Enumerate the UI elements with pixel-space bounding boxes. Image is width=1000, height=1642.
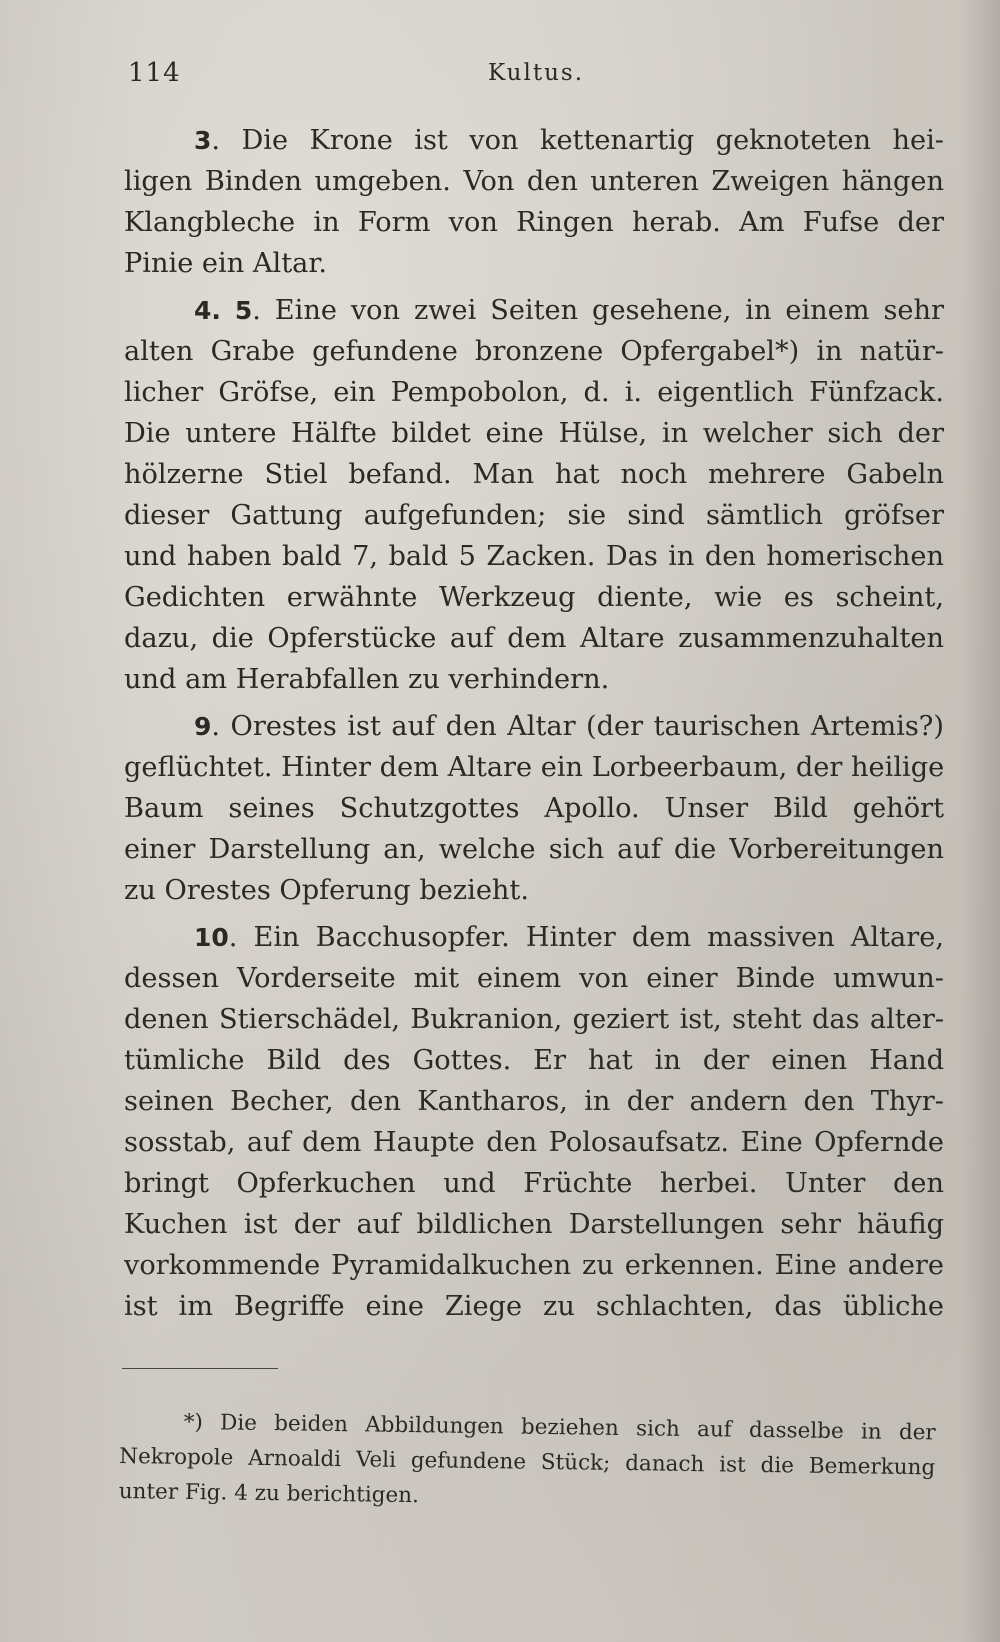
text-line: alten Grabe gefundene bronzene Opfergabel*) in natür- xyxy=(124,336,944,367)
text-line: ist im Begriffe eine Ziege zu schlachten, das übliche xyxy=(124,1291,944,1322)
paragraph-9 xyxy=(124,706,944,911)
text-line: und haben bald 7, bald 5 Zacken. Das in den homerischen xyxy=(124,541,944,572)
text-line: Klangbleche in Form von Ringen herab. Am Fufse der xyxy=(124,207,944,238)
text-line: geflüchtet. Hinter dem Altare ein Lorbeerbaum, der heilige xyxy=(124,752,945,783)
page-header xyxy=(128,58,918,98)
paragraph-3 xyxy=(124,120,944,284)
item-number: 3 xyxy=(194,126,212,155)
text-line: sosstab, auf dem Haupte den Polosaufsatz. Eine Opfernde xyxy=(124,1127,944,1158)
text-line xyxy=(124,290,944,331)
paragraph-10 xyxy=(124,917,944,1327)
text-line: licher Gröfse, ein Pempobolon, d. i. eigentlich Fünfzack. xyxy=(124,377,944,408)
text-line xyxy=(124,917,944,958)
text-line: Die untere Hälfte bildet eine Hülse, in welcher sich der xyxy=(124,418,944,449)
item-number: 4. 5 xyxy=(194,296,253,325)
text-line: hölzerne Stiel befand. Man hat noch mehrere Gabeln xyxy=(124,459,944,490)
line-text: . Eine von zwei Seiten gesehene, in einem sehr xyxy=(252,295,945,326)
text-line: dazu, die Opferstücke auf dem Altare zusammenzuhalten xyxy=(124,623,944,654)
text-line: zu Orestes Opferung bezieht. xyxy=(124,875,529,906)
text-line: dessen Vorderseite mit einem von einer Binde umwun- xyxy=(124,963,944,994)
footnote-line: *) Die beiden Abbildungen beziehen sich auf dasselbe in der xyxy=(183,1409,936,1446)
text-line: tümliche Bild des Gottes. Er hat in der einen Hand xyxy=(124,1045,944,1076)
text-line: vorkommende Pyramidalkuchen zu erkennen. Eine andere xyxy=(124,1250,944,1281)
text-line xyxy=(124,706,944,747)
page-number: 114 xyxy=(128,58,181,88)
text-line xyxy=(124,120,944,161)
line-text: . Orestes ist auf den Altar (der taurischen Artemis?) xyxy=(211,711,944,742)
text-line: bringt Opferkuchen und Früchte herbei. Unter den xyxy=(124,1168,944,1199)
text-line: ligen Binden umgeben. Von den unteren Zweigen hängen xyxy=(124,166,944,197)
text-line: seinen Becher, den Kantharos, in der andern den Thyr- xyxy=(124,1086,944,1117)
item-number: 10 xyxy=(194,923,229,952)
text-line: denen Stierschädel, Bukranion, geziert ist, steht das alter- xyxy=(124,1004,944,1035)
text-line: Gedichten erwähnte Werkzeug diente, wie es scheint, xyxy=(124,582,944,613)
footnote xyxy=(119,1404,936,1520)
page-edge-shadow xyxy=(960,0,1000,1642)
running-head: Kultus. xyxy=(488,60,585,86)
item-number: 9 xyxy=(194,712,212,741)
text-line: dieser Gattung aufgefunden; sie sind sämtlich gröfser xyxy=(124,500,944,531)
footnote-line: Nekropole Arnoaldi Veli gefundene Stück; danach ist die Bemerkung xyxy=(119,1443,936,1481)
footnote-line: unter Fig. 4 zu berichtigen. xyxy=(118,1478,420,1509)
text-line: Pinie ein Altar. xyxy=(124,248,327,279)
text-line: Kuchen ist der auf bildlichen Darstellungen sehr häufig xyxy=(124,1209,944,1240)
footnote-rule xyxy=(122,1368,278,1369)
paragraph-4-5 xyxy=(124,290,944,700)
text-line: einer Darstellung an, welche sich auf die Vorbereitungen xyxy=(124,834,944,865)
line-text: . Ein Bacchusopfer. Hinter dem massiven Altare, xyxy=(228,922,944,953)
body-text xyxy=(124,120,944,1327)
text-line: Baum seines Schutzgottes Apollo. Unser Bild gehört xyxy=(124,793,944,824)
text-line: und am Herabfallen zu verhindern. xyxy=(124,664,610,695)
line-text: . Die Krone ist von kettenartig geknoteten hei- xyxy=(211,125,944,156)
